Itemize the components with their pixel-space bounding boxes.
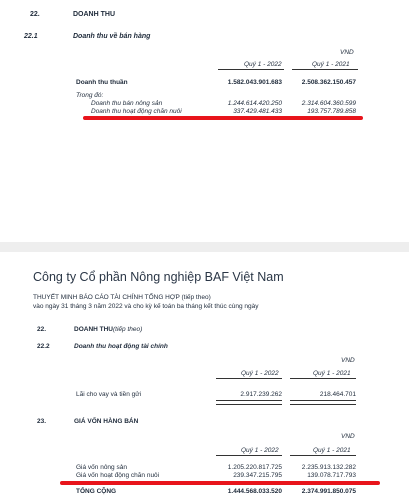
header-rule xyxy=(216,455,282,456)
agri-revenue-2021: 2.314.604.360.599 xyxy=(301,100,356,107)
section-number: 22. xyxy=(30,11,40,18)
total-2022: 1.444.568.033.520 xyxy=(227,488,282,495)
currency-label: VND xyxy=(341,433,355,440)
section-22-2-number: 22.2 xyxy=(37,343,50,350)
header-rule xyxy=(290,455,356,456)
column-header-2022: Quý 1 - 2022 xyxy=(241,370,279,377)
cogs-livestock-2021: 139.078.717.793 xyxy=(307,472,356,479)
notes-title: THUYẾT MINH BÁO CÁO TÀI CHÍNH TỔNG HỢP (tiếp theo) xyxy=(33,294,211,301)
total-label: TỔNG CỘNG xyxy=(76,488,117,495)
interest-income-label: Lãi cho vay và tiền gửi xyxy=(76,391,142,398)
section-23-number: 23. xyxy=(37,418,47,425)
of-which-label: Trong đó: xyxy=(76,92,104,99)
red-highlight-underline xyxy=(60,481,380,485)
cogs-agri-2022: 1.205.220.817.725 xyxy=(227,464,282,471)
net-revenue-label: Doanh thu thuần xyxy=(76,79,128,86)
livestock-revenue-2022: 337.429.481.433 xyxy=(233,108,282,115)
header-rule xyxy=(290,378,356,379)
interest-income-2021: 218.464.701 xyxy=(319,391,356,398)
column-header-2021: Quý 1 - 2021 xyxy=(313,370,351,377)
livestock-revenue-label: Doanh thu hoạt động chăn nuôi xyxy=(91,108,182,115)
header-rule xyxy=(292,69,358,70)
column-header-2021: Quý 1 - 2021 xyxy=(313,447,351,454)
section-title: DOANH THU xyxy=(73,11,115,18)
cogs-livestock-label: Giá vốn hoạt động chăn nuôi xyxy=(76,472,160,479)
currency-label: VND xyxy=(341,357,355,364)
agri-revenue-label: Doanh thu bán nông sản xyxy=(91,100,163,107)
livestock-revenue-2021: 193.757.789.858 xyxy=(307,108,356,115)
cogs-agri-2021: 2.235.913.132.282 xyxy=(301,464,356,471)
cogs-livestock-2022: 239.347.215.795 xyxy=(233,472,282,479)
document-page-bottom xyxy=(0,252,409,500)
net-revenue-2021: 2.508.362.150.457 xyxy=(301,79,356,86)
currency-label: VND xyxy=(340,49,354,56)
section-23-title: GIÁ VỐN HÀNG BÁN xyxy=(74,418,139,425)
section-22-number: 22. xyxy=(37,326,47,333)
column-header-2022: Quý 1 - 2022 xyxy=(244,61,282,68)
page-separator xyxy=(0,242,409,252)
column-header-2021: Quý 1 - 2021 xyxy=(312,61,350,68)
section-22-continued: (tiếp theo) xyxy=(113,326,143,333)
subsection-number: 22.1 xyxy=(24,33,38,40)
agri-revenue-2022: 1.244.614.420.250 xyxy=(227,100,282,107)
section-22-title: DOANH THU xyxy=(74,326,113,333)
total-double-rule xyxy=(290,400,356,405)
total-2021: 2.374.991.850.075 xyxy=(301,488,356,495)
red-highlight-underline xyxy=(83,116,363,120)
section-22-2-title: Doanh thu hoạt động tài chính xyxy=(74,343,168,350)
cogs-agri-label: Giá vốn nông sản xyxy=(76,464,127,471)
total-double-rule xyxy=(216,400,282,405)
subsection-title: Doanh thu về bán hàng xyxy=(73,33,151,40)
column-header-2022: Quý 1 - 2022 xyxy=(241,447,279,454)
company-name: Công ty Cổ phần Nông nghiệp BAF Việt Nam xyxy=(33,270,284,284)
interest-income-2022: 2.917.239.262 xyxy=(240,391,282,398)
header-rule xyxy=(218,69,284,70)
document-page-top xyxy=(0,0,409,242)
net-revenue-2022: 1.582.043.901.683 xyxy=(227,79,282,86)
notes-subtitle: vào ngày 31 tháng 3 năm 2022 và cho kỳ kế toán ba tháng kết thúc cùng ngày xyxy=(33,303,259,310)
header-rule xyxy=(216,378,282,379)
